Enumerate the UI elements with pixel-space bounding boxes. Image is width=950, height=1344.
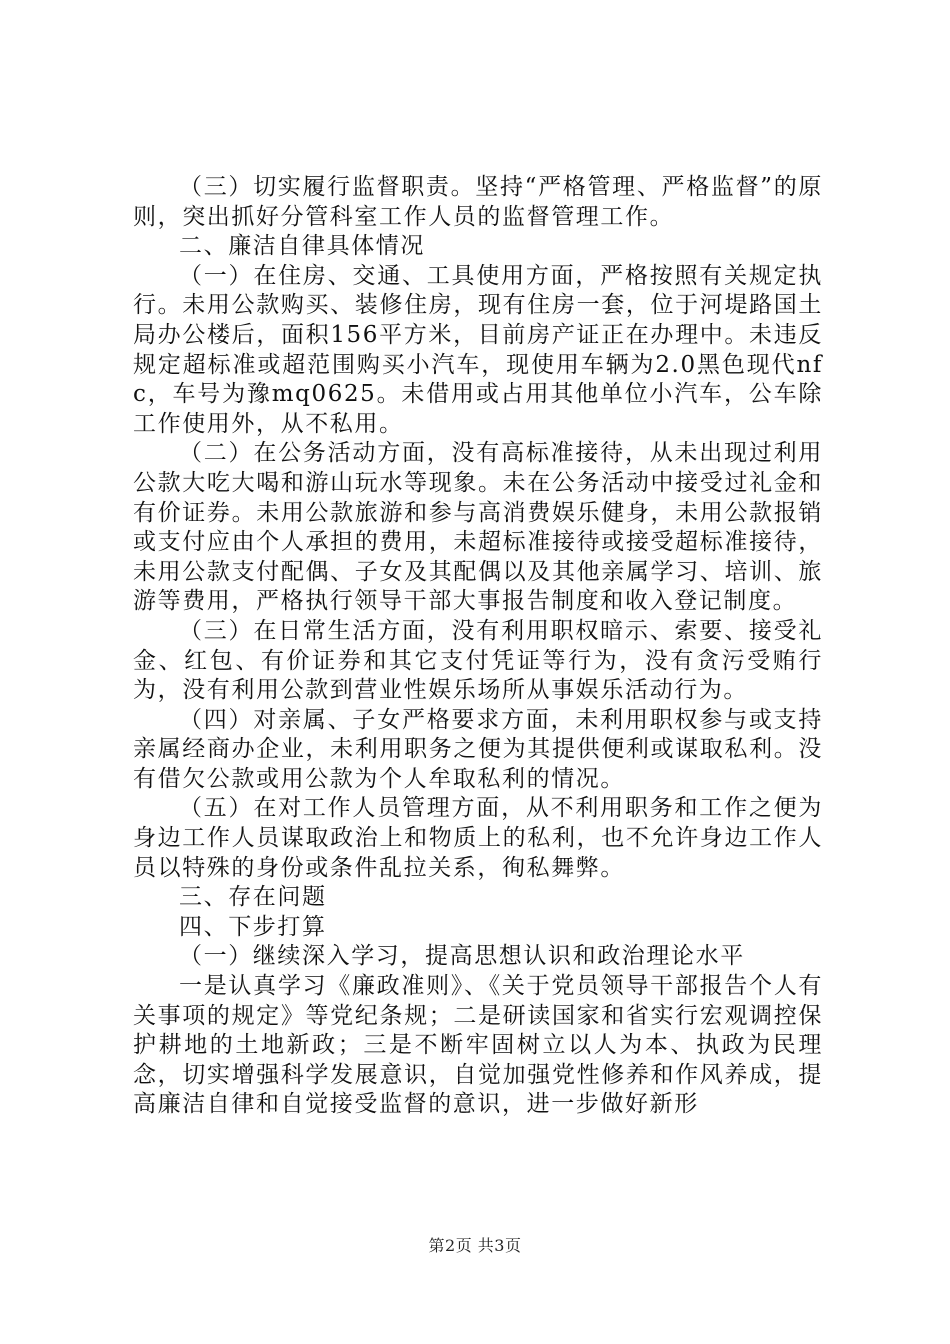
paragraph-daily-life: （三）在日常生活方面，没有利用职权暗示、索要、接受礼金、红包、有价证券和其它支付凭证等行为，没有贪污受贿行为，没有利用公款到营业性娱乐场所从事娱乐活动行为。 [133, 617, 823, 704]
paragraph-study-plan: 一是认真学习《廉政准则》、《关于党员领导干部报告个人有关事项的规定》等党纪条规；二是研读国家和省实行宏观调控保护耕地的土地新政；三是不断牢固树立以人为本、执政为民理念，切实增强科学发展意识，自觉加强党性修养和作风养成，提高廉洁自律和自觉接受监督的意识，进一步做好新形 [133, 973, 823, 1118]
paragraph-staff-management: （五）在对工作人员管理方面，从不利用职务和工作之便为身边工作人员谋取政治上和物质上的私利，也不允许身边工作人员以特殊的身份或条件乱拉关系，徇私舞弊。 [133, 795, 823, 881]
section-heading-next-steps: 四、下步打算 [179, 913, 327, 940]
paragraph-supervision-duty: （三）切实履行监督职责。坚持“严格管理、严格监督”的原则，突出抓好分管科室工作人员的监督管理工作。 [133, 174, 823, 230]
section-heading-self-discipline: 二、廉洁自律具体情况 [179, 233, 425, 260]
page-number-footer: 第2页 共3页 [428, 1236, 522, 1255]
document-body [133, 173, 823, 1120]
paragraph-housing-transport: （一）在住房、交通、工具使用方面，严格按照有关规定执行。未用公款购买、装修住房，现有住房一套，位于河堤路国土局办公楼后，面积156平方米，目前房产证正在办理中。未违反规定超标准或超范围购买小汽车，现使用车辆为2.0黑色现代nfc，车号为豫mq0625。未借用或占用其他单位小汽车，公车除工作使用外，从不私用。 [133, 262, 823, 437]
section-heading-problems: 三、存在问题 [179, 884, 327, 911]
paragraph-family-requirements: （四）对亲属、子女严格要求方面，未利用职权参与或支持亲属经商办企业，未利用职务之便为其提供便利或谋取私利。没有借欠公款或用公款为个人牟取私利的情况。 [133, 706, 823, 792]
paragraph-official-activities: （二）在公务活动方面，没有高标准接待，从未出现过利用公款大吃大喝和游山玩水等现象。未在公务活动中接受过礼金和有价证券。未用公款旅游和参与高消费娱乐健身，未用公款报销或支付应由个人承担的费用，未超标准接待或接受超标准接待，未用公款支付配偶、子女及其配偶以及其他亲属学习、培训、旅游等费用，严格执行领导干部大事报告制度和收入登记制度。 [133, 440, 823, 615]
subheading-continue-study: （一）继续深入学习，提高思想认识和政治理论水平 [179, 943, 745, 970]
